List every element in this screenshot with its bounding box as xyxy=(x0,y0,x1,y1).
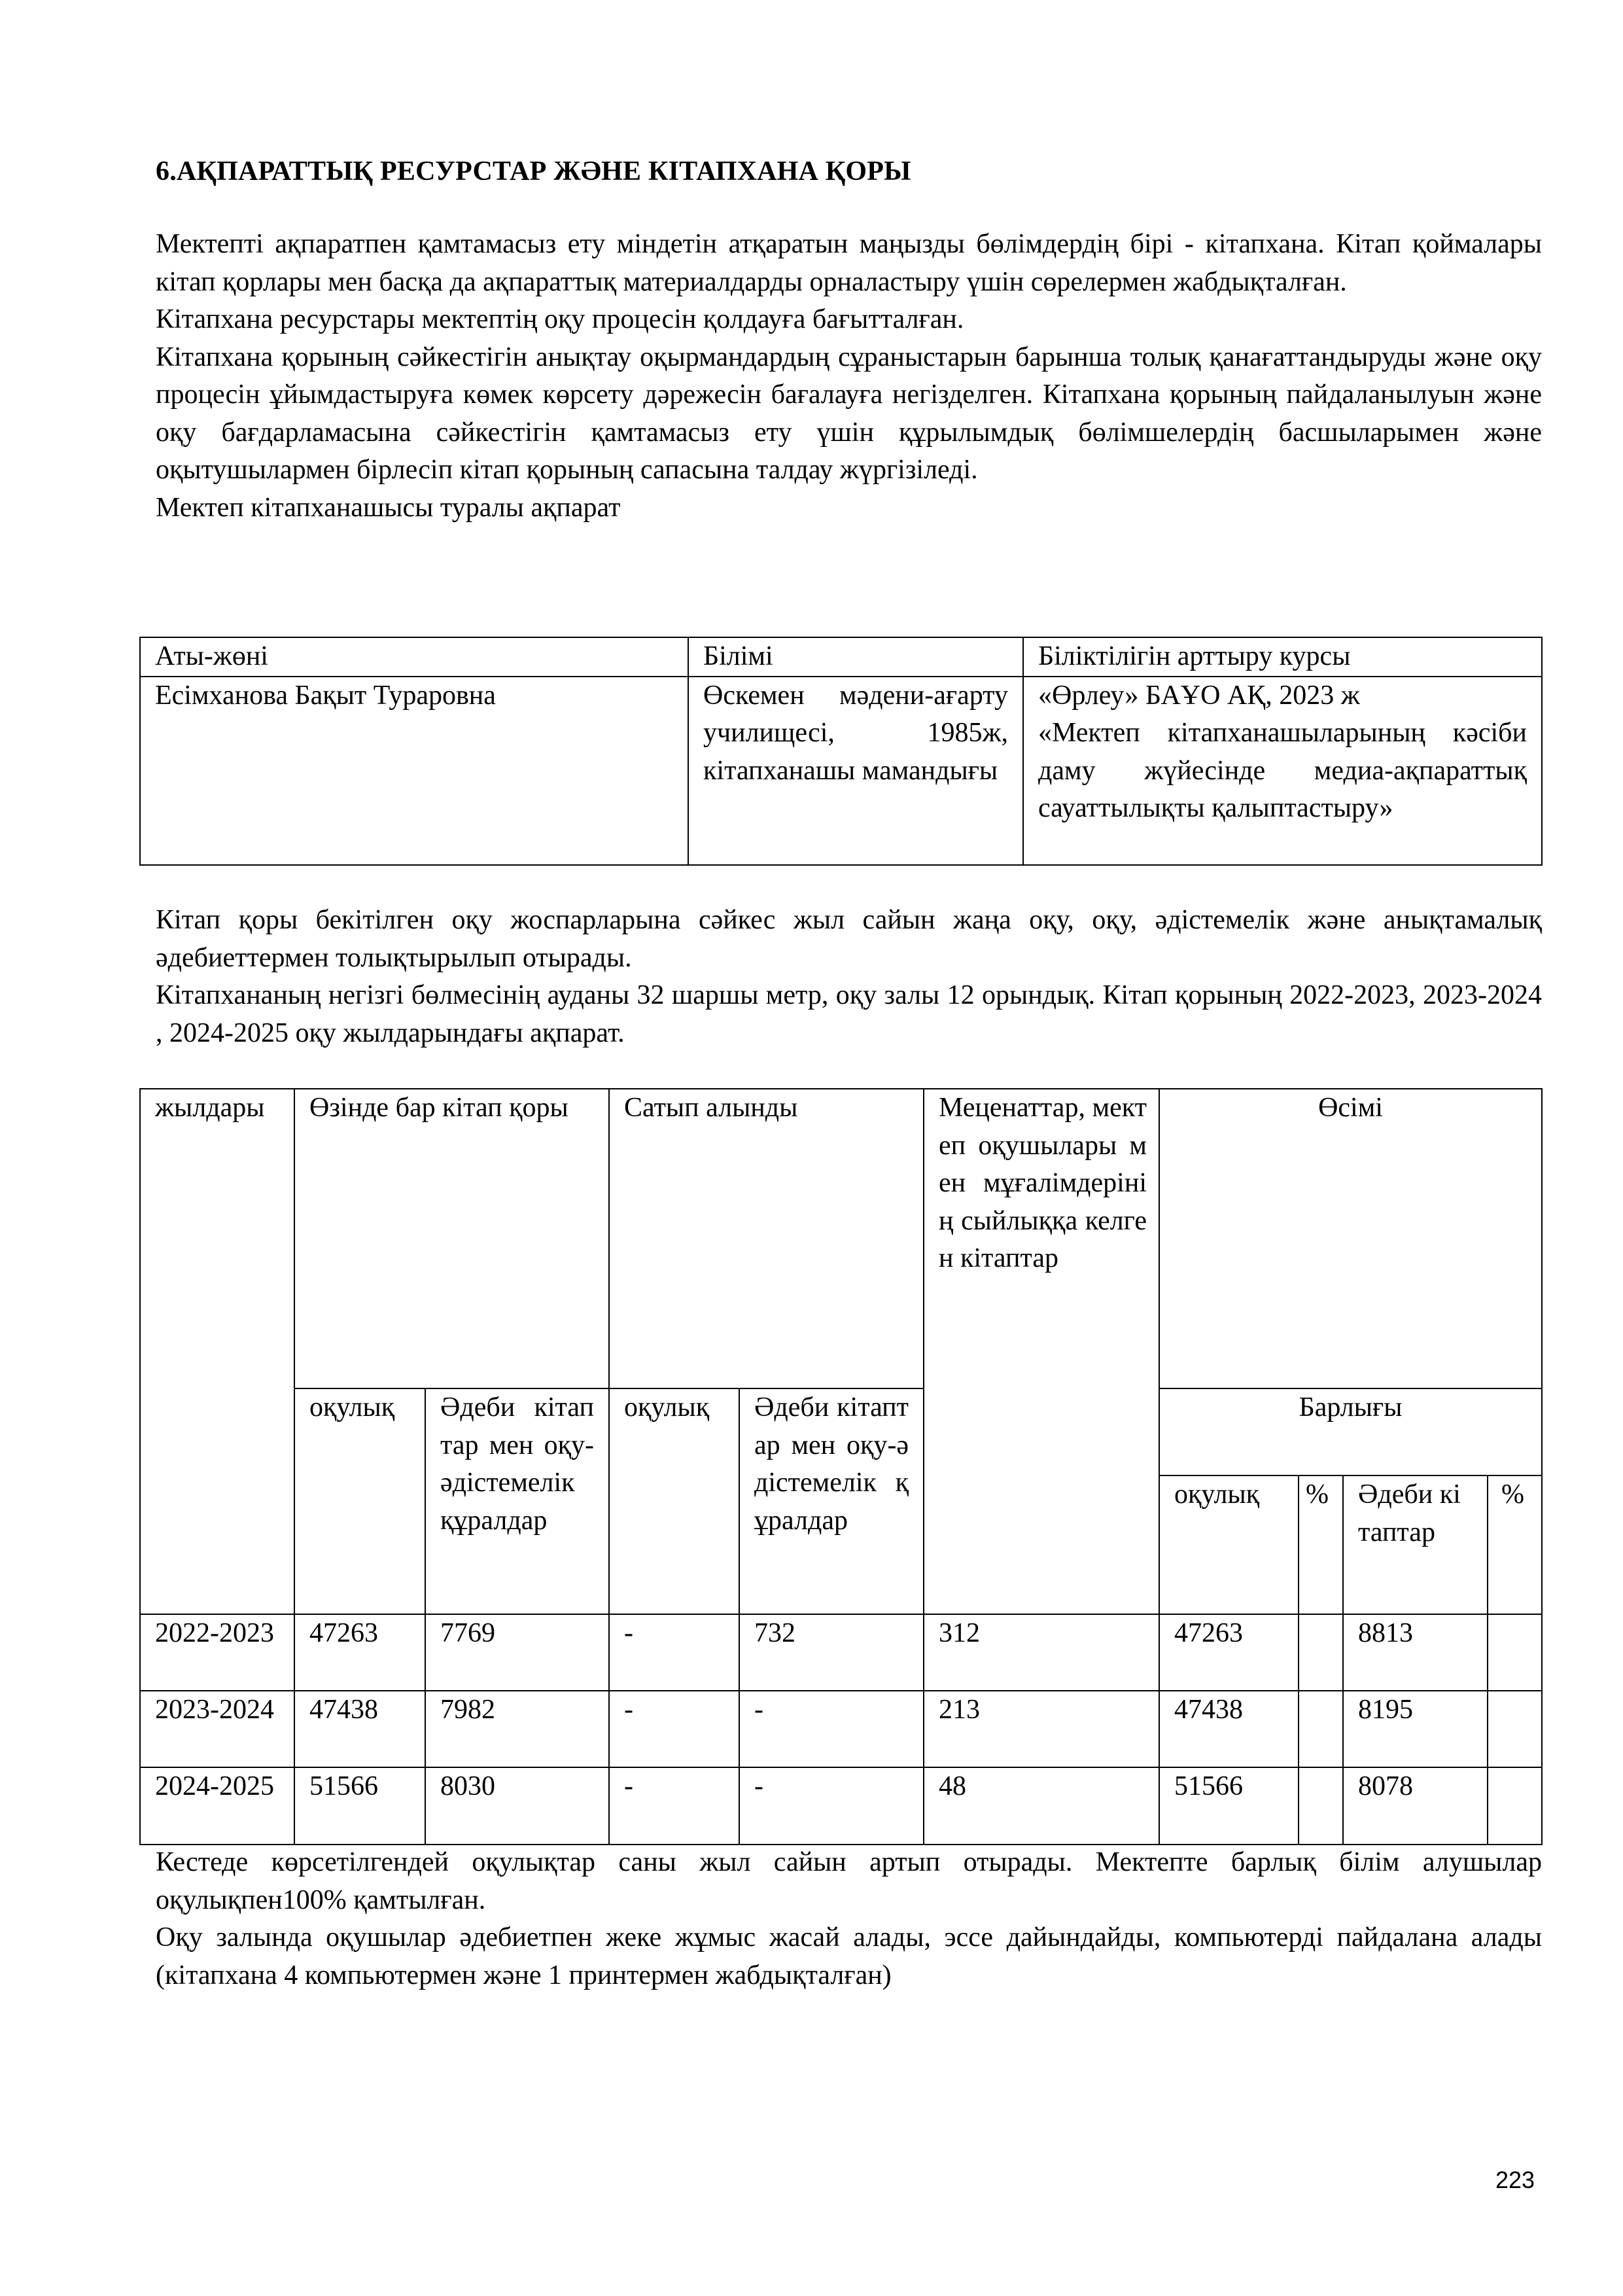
cell-year: 2024-2025 xyxy=(140,1767,294,1845)
header-own-lit: Әдеби кітаптар мен оқу-әдістемелік құралдар xyxy=(425,1388,609,1614)
cell-donated: 312 xyxy=(924,1614,1159,1691)
header-buy-textbook: оқулық xyxy=(609,1388,739,1614)
cell-own-lit: 7982 xyxy=(425,1691,609,1767)
cell-own-lit: 8030 xyxy=(425,1767,609,1845)
cell-growth-textbook: 51566 xyxy=(1159,1767,1299,1845)
cell-year: 2023-2024 xyxy=(140,1691,294,1767)
cell-growth-lit: 8813 xyxy=(1343,1614,1488,1691)
cell-own-lit: 7769 xyxy=(425,1614,609,1691)
librarian-name: Есімханова Бақыт Тураровна xyxy=(140,677,688,866)
header-total: Барлығы xyxy=(1159,1388,1542,1475)
cell-growth-percent xyxy=(1488,1767,1542,1845)
section-heading: 6.АҚПАРАТТЫҚ РЕСУРСТАР ЖӘНЕ КІТАПХАНА ҚОРЫ xyxy=(156,156,911,186)
header-cell-education: Білімі xyxy=(688,637,1023,677)
table-header-row xyxy=(140,1388,1542,1475)
cell-growth-textbook: 47263 xyxy=(1159,1614,1299,1691)
cell-growth-lit: 8195 xyxy=(1343,1691,1488,1767)
intro-paragraph: Кітапхана ресурстары мектептің оқу процесін қолдауға бағытталған. xyxy=(156,304,964,334)
middle-paragraph: Кітапхананың негізгі бөлмесінің ауданы 32 шаршы метр, оқу залы 12 орындық. Кітап қорының 2022-2023, 2023-2024 , 2024-2025 оқу жылдарындағы ақпарат. xyxy=(156,980,1542,1048)
table-header-row xyxy=(140,637,1542,677)
intro-paragraph: Мектеп кітапханашысы туралы ақпарат xyxy=(156,492,621,523)
cell-growth-textbook: 47438 xyxy=(1159,1691,1299,1767)
table-row xyxy=(140,1691,1542,1767)
closing-text xyxy=(156,1844,1542,1994)
cell-buy-textbook: - xyxy=(609,1614,739,1691)
header-cell-name: Аты-жөні xyxy=(140,637,688,677)
cell-growth-percent xyxy=(1488,1691,1542,1767)
intro-paragraph: Мектепті ақпаратпен қамтамасыз ету міндетін атқаратын маңызды бөлімдердің бірі - кітапхана. Кітап қоймалары кітап қорлары мен басқа да ақпараттық материалдарды орналастыру үшін сөрелермен жабдықталған. xyxy=(156,229,1542,297)
closing-paragraph: Кестеде көрсетілгендей оқулықтар саны жыл сайын артып отырады. Мектепте барлық білім алушылар оқулықпен100% қамтылған. xyxy=(156,1847,1542,1915)
intro-text xyxy=(156,226,1542,527)
librarian-course xyxy=(1023,677,1542,866)
librarian-table xyxy=(139,637,1543,866)
cell-buy-textbook: - xyxy=(609,1691,739,1767)
cell-own-textbook: 47263 xyxy=(294,1614,425,1691)
cell-buy-lit: 732 xyxy=(739,1614,924,1691)
cell-own-textbook: 47438 xyxy=(294,1691,425,1767)
header-growth-lit: Әдеби кітаптар xyxy=(1343,1475,1488,1614)
cell-buy-textbook: - xyxy=(609,1767,739,1845)
course-line: «Мектеп кітапханашыларының кәсіби даму жүйесінде медиа-ақпараттық сауаттылықты қалыптастыру» xyxy=(1038,718,1527,823)
course-line: «Өрлеу» БАҰО АҚ, 2023 ж xyxy=(1038,680,1360,711)
header-percent: % xyxy=(1488,1475,1542,1614)
table-row xyxy=(140,1614,1542,1691)
cell-own-textbook: 51566 xyxy=(294,1767,425,1845)
header-years: жылдары xyxy=(140,1089,294,1614)
closing-paragraph: Оқу залында оқушылар әдебиетпен жеке жұмыс жасай алады, эссе дайындайды, компьютерді пайдалана алады (кітапхана 4 компьютермен және 1 принтермен жабдықталған) xyxy=(156,1922,1542,1990)
cell-growth-percent xyxy=(1299,1767,1343,1845)
librarian-education: Өскемен мәдени-ағарту училищесі, 1985ж, кітапханашы мамандығы xyxy=(688,677,1023,866)
cell-donated: 213 xyxy=(924,1691,1159,1767)
middle-paragraph: Кітап қоры бекітілген оқу жоспарларына сәйкес жыл сайын жаңа оқу, оқу, әдістемелік және анықтамалық әдебиеттермен толықтырылып отырады. xyxy=(156,905,1542,973)
table-row xyxy=(140,677,1542,866)
header-buy-lit: Әдеби кітаптар мен оқу-әдістемелік құралдар xyxy=(739,1388,924,1614)
intro-paragraph: Кітапхана қорының сәйкестігін анықтау оқырмандардың сұраныстарын барынша толық қанағаттандыруды және оқу процесін ұйымдастыруға көмек көрсету дәрежесін бағалауға негізделген. Кітапхана қорының пайдаланылуын және оқу бағдарламасына сәйкестігін қамтамасыз ету үшін құрылымдық бөлімшелердің басшыларымен және оқытушылармен бірлесіп кітап қорының сапасына талдау жүргізіледі. xyxy=(156,342,1542,485)
cell-growth-lit: 8078 xyxy=(1343,1767,1488,1845)
cell-donated: 48 xyxy=(924,1767,1159,1845)
cell-growth-percent xyxy=(1488,1614,1542,1691)
cell-buy-lit: - xyxy=(739,1767,924,1845)
header-growth-textbook: оқулық xyxy=(1159,1475,1299,1614)
header-percent: % xyxy=(1299,1475,1343,1614)
middle-text xyxy=(156,902,1542,1052)
header-purchased: Сатып алынды xyxy=(609,1089,924,1388)
cell-buy-lit: - xyxy=(739,1691,924,1767)
table-row xyxy=(140,1767,1542,1845)
header-donated: Меценаттар, мектеп оқушылары мен мұғалімдерінің сыйлыққа келген кітаптар xyxy=(924,1089,1159,1614)
cell-growth-percent xyxy=(1299,1691,1343,1767)
header-growth: Өсімі xyxy=(1159,1089,1542,1388)
header-cell-course: Біліктілігін арттыру курсы xyxy=(1023,637,1542,677)
cell-growth-percent xyxy=(1299,1614,1343,1691)
header-own-textbook: оқулық xyxy=(294,1388,425,1614)
page-number: 223 xyxy=(1495,2166,1535,2193)
fund-table xyxy=(139,1088,1543,1845)
cell-year: 2022-2023 xyxy=(140,1614,294,1691)
table-header-row xyxy=(140,1089,1542,1388)
header-own-fund: Өзінде бар кітап қоры xyxy=(294,1089,609,1388)
